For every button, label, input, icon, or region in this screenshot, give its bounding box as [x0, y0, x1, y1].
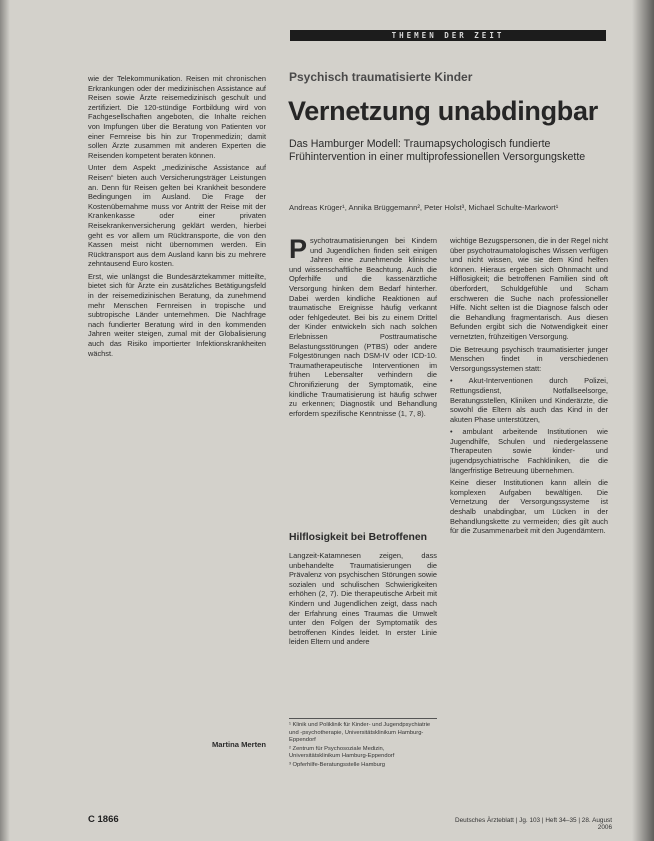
drop-cap: P [289, 236, 308, 264]
article-lead: Das Hamburger Modell: Traumapsychologisch fundierte Frühintervention in einer multiprofessionellen Versorgungskette [289, 138, 586, 163]
scan-shadow-left [0, 0, 10, 841]
article-footnotes [289, 718, 437, 771]
page-number: C 1866 [88, 814, 119, 825]
previous-article-paragraph-1: wie der Telekommunikation. Reisen mit chronischen Erkrankungen oder der medizinischen Assistance auf Reisen sowie Ärzte reisemedizinisch geschult und zertifiziert. Die 120-stündige Fortbildung wird von Fachgesellschaften angeboten, die Inhalte reichen von Impfungen über die Beratung von Patienten vor einer Fernreise bis hin zur Tropenmedizin; damit sollen Ärzte zusammen mit anderen Experten die Reisenden kompetent beraten können. [88, 74, 266, 160]
article-intro-column [289, 236, 437, 528]
article-intro-text: sychotraumatisierungen bei Kindern und Jugendlichen finden seit einigen Jahren eine zunehmende klinische und wissenschaftliche Beachtung. Auch die Opferhilfe und die kassenärztliche Versorgung hinken dem Bedarf hinterher. Dabei werden kindliche Reaktionen auf traumatische Ereignisse häufig verkannt oder fehlgedeutet. Bei bis zu einem Drittel der Kinder entwickeln sich nach solchen Erlebnissen Posttraumatische Belastungsstörungen (PTBS) oder andere Folgestörungen nach DSM-IV oder ICD-10. Traumatherapeutische Interventionen im frühen Lebensalter verhindern die Chronifizierung der Symptomatik, eine kindliche Traumatisierung ist häufig schwer zu erkennen; Diagnostik und Behandlung erfordern spezifische Kenntnisse (1, 7, 8). [289, 236, 437, 418]
previous-article-column [88, 74, 266, 738]
article-right-paragraph-2: Die Betreuung psychisch traumatisierter junger Menschen findet in verschiedenen Versorgungssystemen statt: [450, 344, 608, 373]
footnote-3: ³ Opferhilfe-Beratungsstelle Hamburg [289, 761, 386, 768]
article-section-column [289, 551, 437, 716]
footnote-1: ¹ Klinik und Poliklinik für Kinder- und Jugendpsychiatrie und -psychotherapie, Universitätsklinikum Hamburg-Eppendorf [289, 722, 431, 744]
article-right-paragraph-5: Keine dieser Institutionen kann allein die komplexen Aufgaben bewältigen. Die Vernetzung der Versorgungssysteme ist deshalb unabdingbar, um Lücken in der Behandlungskette zu vermeiden; dies gilt auch für die Zusammenarbeit mit den Jugendämtern. [450, 478, 608, 536]
article-authors: Andreas Krüger¹, Annika Brüggemann², Peter Holst³, Michael Schulte-Markwort¹ [289, 203, 559, 212]
journal-citation: Deutsches Ärzteblatt | Jg. 103 | Heft 34–35 | 28. August 2006 [454, 817, 612, 831]
scan-shadow-right [632, 0, 654, 841]
article-right-paragraph-4: • ambulant arbeitende Institutionen wie Jugendhilfe, Schulen und niedergelassene Therapeuten sowie kinder- und jugendpsychiatrische Fachkliniken, die die längerfristige Betreuung übernehmen. [450, 427, 608, 475]
section-banner: THEMEN DER ZEIT [290, 30, 606, 41]
article-section-text: Langzeit-Katamnesen zeigen, dass unbehandelte Traumatisierungen die Prävalenz von psychischen Störungen sowie sozialen und schulischen Schwierigkeiten erhöhen (2, 7). Die therapeutische Arbeit mit Kindern und Jugendlichen zeigt, dass nach der Erfahrung eines Traumas die Umwelt unter den Folgen der Symptomatik des betroffenen Kindes leidet. In erster Linie leiden Eltern und andere [289, 551, 437, 647]
article-headline: Vernetzung unabdingbar [288, 96, 598, 126]
article-right-paragraph-3: • Akut-Interventionen durch Polizei, Rettungsdienst, Notfallseelsorge, Beratungsstellen, Kliniken und Kinderärzte, die sowohl die Eltern als auch das Kind in der akuten Phase unterstützen, [450, 376, 608, 424]
article-right-paragraph-1: wichtige Bezugspersonen, die in der Regel nicht über psychotraumatologisches Wissen verfügen und nicht wissen, wie sie dem Kind helfen können. Hieraus ergeben sich Ohnmacht und Hilflosigkeit; die betroffenen Familien sind oft überfordert, Schuldgefühle und Scham erschweren die Suche nach professioneller Hilfe. Nicht selten ist die Diagnose falsch oder die Behandlung fragmentarisch. Aus diesen Befunden ergibt sich die Notwendigkeit einer vernetzten, frühzeitigen Versorgung. [450, 236, 608, 341]
article-right-column [450, 236, 608, 796]
previous-article-byline: Martina Merten [211, 740, 266, 749]
article-kicker: Psychisch traumatisierte Kinder [289, 70, 473, 84]
footnote-2: ² Zentrum für Psychosoziale Medizin, Universitätsklinikum Hamburg-Eppendorf [289, 745, 395, 760]
previous-article-paragraph-2: Unter dem Aspekt „medizinische Assistance auf Reisen“ bieten auch Versicherungsträger Leistungen an. Denn für Reisen gelten bei Krankheit besondere Bedingungen im Ausland. Die Frage der Kostenübernahme muss vor Antritt der Reise mit der Krankenkasse oder einer privaten Reisekrankenversicherung geklärt werden, hierbei geht es vor allem um Rücktransporte, die von den Kassen meist nicht übernommen werden. Ein Rücktransport aus dem Ausland kann bis zu mehrere zehntausend Euro kosten. [88, 163, 266, 269]
article-intro [289, 236, 437, 418]
article-subhead: Hilflosigkeit bei Betroffenen [289, 532, 427, 543]
previous-article-paragraph-3: Erst, wie unlängst die Bundesärztekammer mitteilte, bietet sich für Ärzte ein zusätzliches Betätigungsfeld in der reisemedizinischen Beratung, da zunehmend mehr Menschen Fernreisen in tropische und subtropische Länder unternehmen. Die Nachfrage nach fundierter Beratung wird in den kommenden Jahren weiter steigen, zumal mit der Globalisierung auch das Risiko importierter Infektionskrankheiten wächst. [88, 271, 266, 358]
